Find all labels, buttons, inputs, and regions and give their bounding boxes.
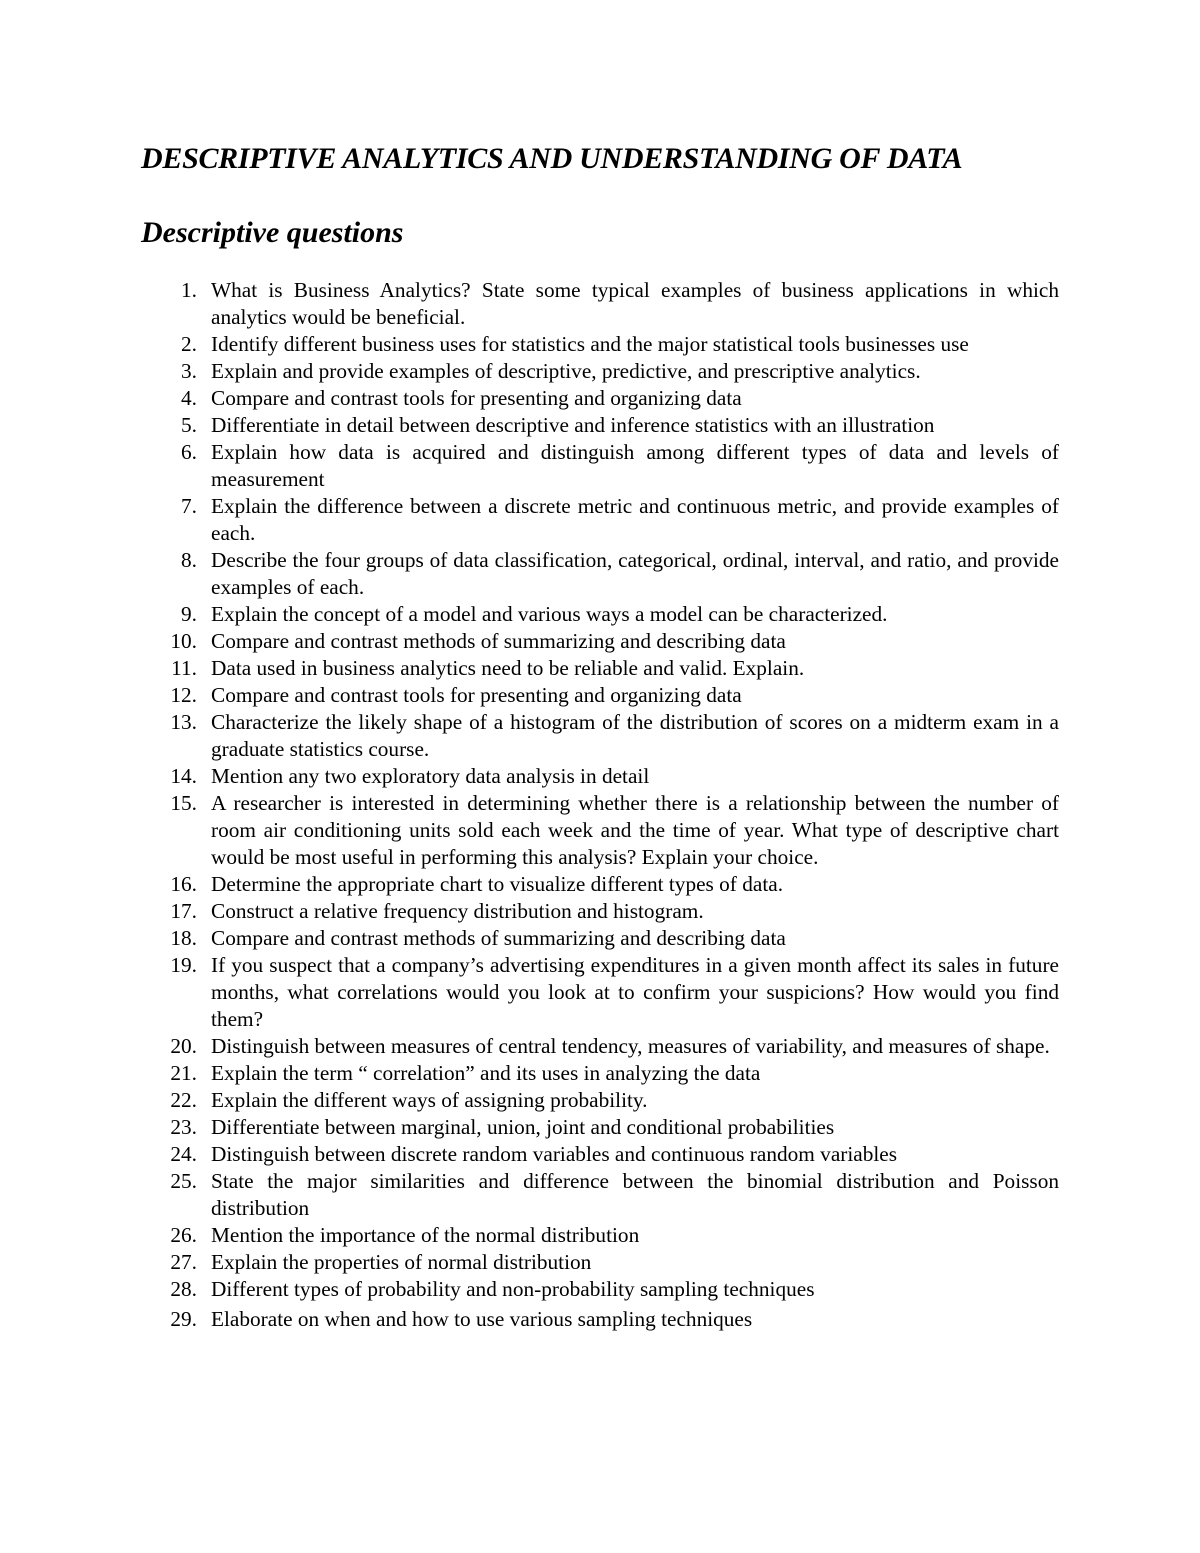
question-item — [0, 790, 1059, 871]
question-item — [0, 709, 1059, 763]
question-item — [0, 1306, 1059, 1333]
question-number: 9. — [181, 602, 197, 626]
question-number: 8. — [181, 548, 197, 572]
question-number: 7. — [181, 494, 197, 518]
question-item — [0, 871, 1059, 898]
question-number: 12. — [170, 683, 197, 707]
question-item — [0, 763, 1059, 790]
question-text: Mention the importance of the normal distribution — [211, 1223, 640, 1247]
question-text: Compare and contrast tools for presenting and organizing data — [211, 683, 742, 707]
question-number: 29. — [170, 1307, 197, 1331]
question-number: 10. — [170, 629, 197, 653]
question-item — [0, 493, 1059, 547]
question-text: Differentiate between marginal, union, joint and conditional probabilities — [211, 1115, 835, 1139]
question-item — [0, 655, 1059, 682]
question-text: Construct a relative frequency distribution and histogram. — [211, 899, 704, 923]
question-number: 23. — [170, 1115, 197, 1139]
question-number: 17. — [170, 899, 197, 923]
question-item — [0, 277, 1059, 331]
question-text: Explain and provide examples of descriptive, predictive, and prescriptive analytics. — [211, 359, 921, 383]
document-title: DESCRIPTIVE ANALYTICS AND UNDERSTANDING OF DATA — [141, 142, 963, 175]
question-item — [0, 1033, 1059, 1060]
question-number: 21. — [170, 1061, 197, 1085]
question-number: 2. — [181, 332, 197, 356]
question-item — [0, 547, 1059, 601]
question-item — [0, 628, 1059, 655]
question-item — [0, 439, 1059, 493]
section-heading: Descriptive questions — [141, 216, 404, 249]
question-item — [0, 925, 1059, 952]
question-number: 28. — [170, 1277, 197, 1301]
question-list — [0, 277, 1200, 1333]
question-item — [0, 1249, 1059, 1276]
question-item — [0, 1276, 1059, 1303]
question-number: 11. — [171, 656, 197, 680]
question-item — [0, 1114, 1059, 1141]
question-text: If you suspect that a company’s advertising expenditures in a given month affect its sales in future months, what correlations would you look at to confirm your suspicions? How would you find them? — [211, 953, 1059, 1031]
question-number: 13. — [170, 710, 197, 734]
question-text: Explain the different ways of assigning probability. — [211, 1088, 648, 1112]
question-number: 24. — [170, 1142, 197, 1166]
question-number: 19. — [170, 953, 197, 977]
question-text: Explain the properties of normal distribution — [211, 1250, 592, 1274]
question-number: 4. — [181, 386, 197, 410]
question-item — [0, 601, 1059, 628]
question-item — [0, 1087, 1059, 1114]
question-text: Mention any two exploratory data analysis in detail — [211, 764, 650, 788]
question-text: What is Business Analytics? State some typical examples of business applications in which analytics would be beneficial. — [211, 278, 1059, 329]
question-item — [0, 358, 1059, 385]
question-text: Distinguish between measures of central tendency, measures of variability, and measures of shape. — [211, 1034, 1050, 1058]
question-text: Explain the concept of a model and various ways a model can be characterized. — [211, 602, 888, 626]
question-item — [0, 385, 1059, 412]
question-item — [0, 1168, 1059, 1222]
question-text: Characterize the likely shape of a histogram of the distribution of scores on a midterm exam in a graduate statistics course. — [211, 710, 1059, 761]
question-number: 16. — [170, 872, 197, 896]
question-number: 25. — [170, 1169, 197, 1193]
question-number: 3. — [181, 359, 197, 383]
question-text: Explain the difference between a discrete metric and continuous metric, and provide examples of each. — [211, 494, 1059, 545]
question-text: Determine the appropriate chart to visualize different types of data. — [211, 872, 784, 896]
question-number: 20. — [170, 1034, 197, 1058]
question-text: Describe the four groups of data classification, categorical, ordinal, interval, and ratio, and provide examples of each. — [211, 548, 1059, 599]
question-item — [0, 1222, 1059, 1249]
question-item — [0, 331, 1059, 358]
question-number: 26. — [170, 1223, 197, 1247]
question-number: 22. — [170, 1088, 197, 1112]
question-number: 18. — [170, 926, 197, 950]
question-text: Different types of probability and non-probability sampling techniques — [211, 1277, 815, 1301]
question-item — [0, 1060, 1059, 1087]
question-text: Compare and contrast tools for presenting and organizing data — [211, 386, 742, 410]
question-text: Data used in business analytics need to be reliable and valid. Explain. — [211, 656, 805, 680]
question-text: A researcher is interested in determining whether there is a relationship between the number of room air conditioning units sold each week and the time of year. What type of descriptive chart would be most useful in performing this analysis? Explain your choice. — [211, 791, 1059, 869]
question-item — [0, 682, 1059, 709]
question-text: Distinguish between discrete random variables and continuous random variables — [211, 1142, 898, 1166]
question-text: Identify different business uses for statistics and the major statistical tools businesses use — [211, 332, 969, 356]
question-text: State the major similarities and difference between the binomial distribution and Poisson distribution — [211, 1169, 1059, 1220]
question-number: 1. — [181, 278, 197, 302]
question-number: 14. — [170, 764, 197, 788]
question-item — [0, 952, 1059, 1033]
question-number: 6. — [181, 440, 197, 464]
question-number: 27. — [170, 1250, 197, 1274]
question-number: 5. — [181, 413, 197, 437]
question-item — [0, 1141, 1059, 1168]
question-text: Explain the term “ correlation” and its uses in analyzing the data — [211, 1061, 761, 1085]
question-text: Differentiate in detail between descriptive and inference statistics with an illustration — [211, 413, 935, 437]
question-item — [0, 898, 1059, 925]
question-text: Explain how data is acquired and distinguish among different types of data and levels of measurement — [211, 440, 1059, 491]
question-text: Compare and contrast methods of summarizing and describing data — [211, 926, 786, 950]
question-text: Compare and contrast methods of summarizing and describing data — [211, 629, 786, 653]
question-text: Elaborate on when and how to use various sampling techniques — [211, 1307, 753, 1331]
question-item — [0, 412, 1059, 439]
question-number: 15. — [170, 791, 197, 815]
